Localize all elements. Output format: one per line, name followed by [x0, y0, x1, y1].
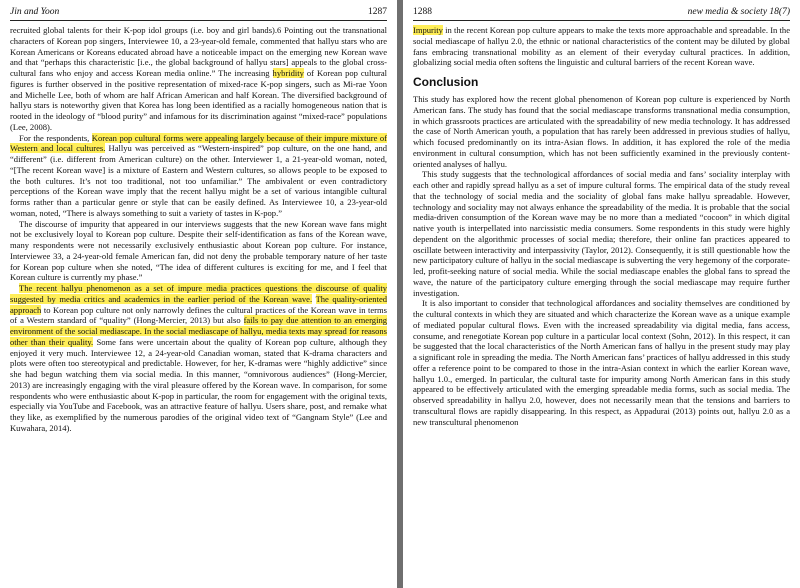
highlight: hybridity — [272, 68, 304, 78]
paragraph: It is also important to consider that technological affordances and sociality themselves are conditioned by the cultural contexts in which they are situated and which characterize the Korean wave as a unique example of mediated popular cultural flows. Even with the increased spreadability via digital media, fans access, consume, and renegotiate Korean pop culture in a particular local context (Sohn, 2012). In this respect, it can be suggested that the local characteristics of the North American fans of hallyu in the present study may play a significant role in spreading the media. The North American fans’ practices of hallyu addressed in this study offer a reference point to be compared to those in the intra-Asian context in which the earlier Korean wave, hallyu 1.0., emerged. In particular, the cultural taste for impurity among North American fans in this study appeared to be effectively articulated with the emerging spreadable media forms, such as social media. The observed spreadability in hallyu 2.0, however, does not necessarily mean that the tensions and barriers to transcultural flows are rapidly disappearing. In this respect, as Appadurai (2013) points out, hallyu 2.0 as a new transcultural phenomenon — [413, 298, 790, 427]
highlight: Korean pop cultural forms were appealing largely because of their impure mixture of Western and local cultures. — [10, 132, 387, 154]
paragraph: For the respondents, Korean pop cultural forms were appealing largely because of their impure mixture of Western and local cultures. Hallyu was perceived as “Western-inspired” pop culture, on the one hand, and “different” (i.e. different from American culture) on the other. Interviewer 1, a 21-year-old woman, noted, “[The recent Korean wave] is a mixture of Eastern and Western cultures, so allows people to be exposed to the both cultures. It’s not too traditional, not too unfamiliar.” The ambivalent or even contradictory perceptions of the Korean wave imply that the recent hallyu might be a set of various intangible cultural forms rather than a particular genre or style that can be easily defined. As Interviewee 10, a 23-year-old woman, noted, “There is always something to suit a variety of tastes in K-pop.” — [10, 132, 387, 218]
highlight: Impurity — [413, 25, 443, 35]
running-head-right — [413, 6, 790, 21]
section-heading: Conclusion — [413, 75, 479, 89]
left-body-text — [10, 25, 387, 434]
page-number-left: 1287 — [368, 7, 387, 17]
running-head-left — [10, 6, 387, 21]
right-body-text — [413, 25, 790, 427]
left-page — [0, 0, 397, 588]
paragraph: Impurity in the recent Korean pop culture appears to make the texts more approachable and spreadable. In the social mediascape of hallyu 2.0, the ethnic or national characteristics of the content may be diluted by global fans embracing transnational mobility as an element of their everyday cultural practices. In addition, globalizing social media often softens the linguistic and cultural barriers of the recent Korean wave. — [413, 25, 790, 68]
highlight: The quality-oriented approach — [10, 293, 388, 315]
page-number-right: 1288 — [413, 7, 432, 17]
highlight: fails to pay due attention to an emerging environment of the social mediascape. In the social mediascape of hallyu, media texts may spread for reasons other than their quality. — [10, 315, 387, 347]
paragraph: The discourse of impurity that appeared in our interviews suggests that the new Korean wave fans might not be exclusively loyal to Korean pop culture. Despite their self-identification as fans of the Korean wave, many respondents were not necessarily exclusively enthusiastic about Korean pop culture. For instance, Interviewee 33, a 24-year-old female American fan, did not deny the probable temporary nature of her taste for Korean pop culture when she noted, “The idea of different cultures is exciting for me, and I feel that Korean culture is currently my phase.” — [10, 218, 387, 283]
right-page — [403, 0, 800, 588]
paragraph: The recent hallyu phenomenon as a set of impure media practices questions the discourse of quality suggested by media critics and academics in the earlier period of the Korean wave. The quality-oriented approach to Korean pop culture not only narrowly defines the cultural practices of the Korean wave in terms of a Western standard of “quality” (Hong-Mercier, 2013) but also fails to pay due attention to an emerging environment of the social mediascape. In the social mediascape of hallyu, media texts may spread for reasons other than their quality. Some fans were uncertain about the quality of Korean pop culture, although they enjoyed it very much. Interviewee 12, a 24-year-old Canadian woman, stated that K-drama characters and plots were often too stereotypical and predictable. However, for her, K-dramas were “highly addictive” since she had begun watching them via social media. In this manner, “omnivorous audiences” (Hong-Mercier, 2013) are increasingly engaging with the viral pleasure offered by the Korean wave. In comparison, for some respondents who were enthusiastic about K-pop in particular, the room for engagement with the original texts, especially via YouTube and Facebook, was an attractive feature of hallyu. Users share, post, and remake what they like, as exemplified by the numerous parodies of the original video text of “Gangnam Style” (Lee and Kuwahara, 2014). — [10, 283, 388, 433]
header-authors: Jin and Yoon — [10, 7, 60, 17]
header-journal: new media & society 18(7) — [687, 7, 790, 17]
paragraph: This study suggests that the technological affordances of social media and fans’ sociality interplay with each other and rapidly spread hallyu as a set of impure cultural forms. The empirical data of the study reveal that the technology of social media and the sociality of global fans make hallyu spreadable. However, technology and sociality may not always enhance the spreadability of the media. It is probable that the social media-driven consumption of the Korean wave may be no more than a mediated “cocoon” in which digital native youth is interpellated into narcissistic media consumers. Some respondents in this study were highly dependent on the algorithmic processes of social media; therefore, their online fan practices appeared to oscillate between interactivity and interpassivity (Taylor, 2012). Consequently, it is still questionable how the new participatory culture of hallyu in the social mediascape is subverting the very hegemony of the corporate-led, profit-seeking nature of social media. While the social mediascape enables the global fans to spread the wave, the nature of the participatory culture emerging through the social mediascape may require further investigation. — [413, 169, 790, 298]
highlight: The recent hallyu phenomenon as a set of impure media practices questions the discourse of quality suggested by media critics and academics in the earlier period of the Korean wave. — [10, 283, 387, 304]
paragraph: This study has explored how the recent global phenomenon of Korean pop culture is experienced by North American fans. The study has found that the social mediascape transforms transnational media consumption, in which grassroots practices are articulated with the spreadability of new media technology. It has addressed the case of North American youth, a population that has rarely been addressed in previous studies of hallyu, which focused predominantly on its intra-Asian flows. In addition, it has explored the role of the media environment in cultural consumption, which has not been sufficiently examined in the previously content-oriented analyses of hallyu. — [413, 94, 790, 169]
paragraph: recruited global talents for their K-pop idol groups (i.e. boy and girl bands).6 Pointing out the transnational characters of Korean pop singers, Interviewee 10, a 23-year-old female, commented that hallyu stars who are Korean Americans or Koreans educated abroad have a noticeable impact on the emerging new Korean wave and that “perhaps this characteristic [i.e., the global background of hallyu stars] appeals to the global cross-cultural fans who enjoy and access Korean media online.” The increasing hybridity of Korean pop cultural figures is further observed in the positive representation of mixed-race K-pop singers, such as Mi-rae Yoon and Michelle Lee, both of whom are half African American and half Korean. The diversified background of hallyu stars is noteworthy given that Korea has long been identified as a racially homogeneous nation that is rooted in the ideology of “blood purity” and infamous for its discrimination against “mixed-race” populations (Lee, 2008). — [10, 25, 387, 132]
